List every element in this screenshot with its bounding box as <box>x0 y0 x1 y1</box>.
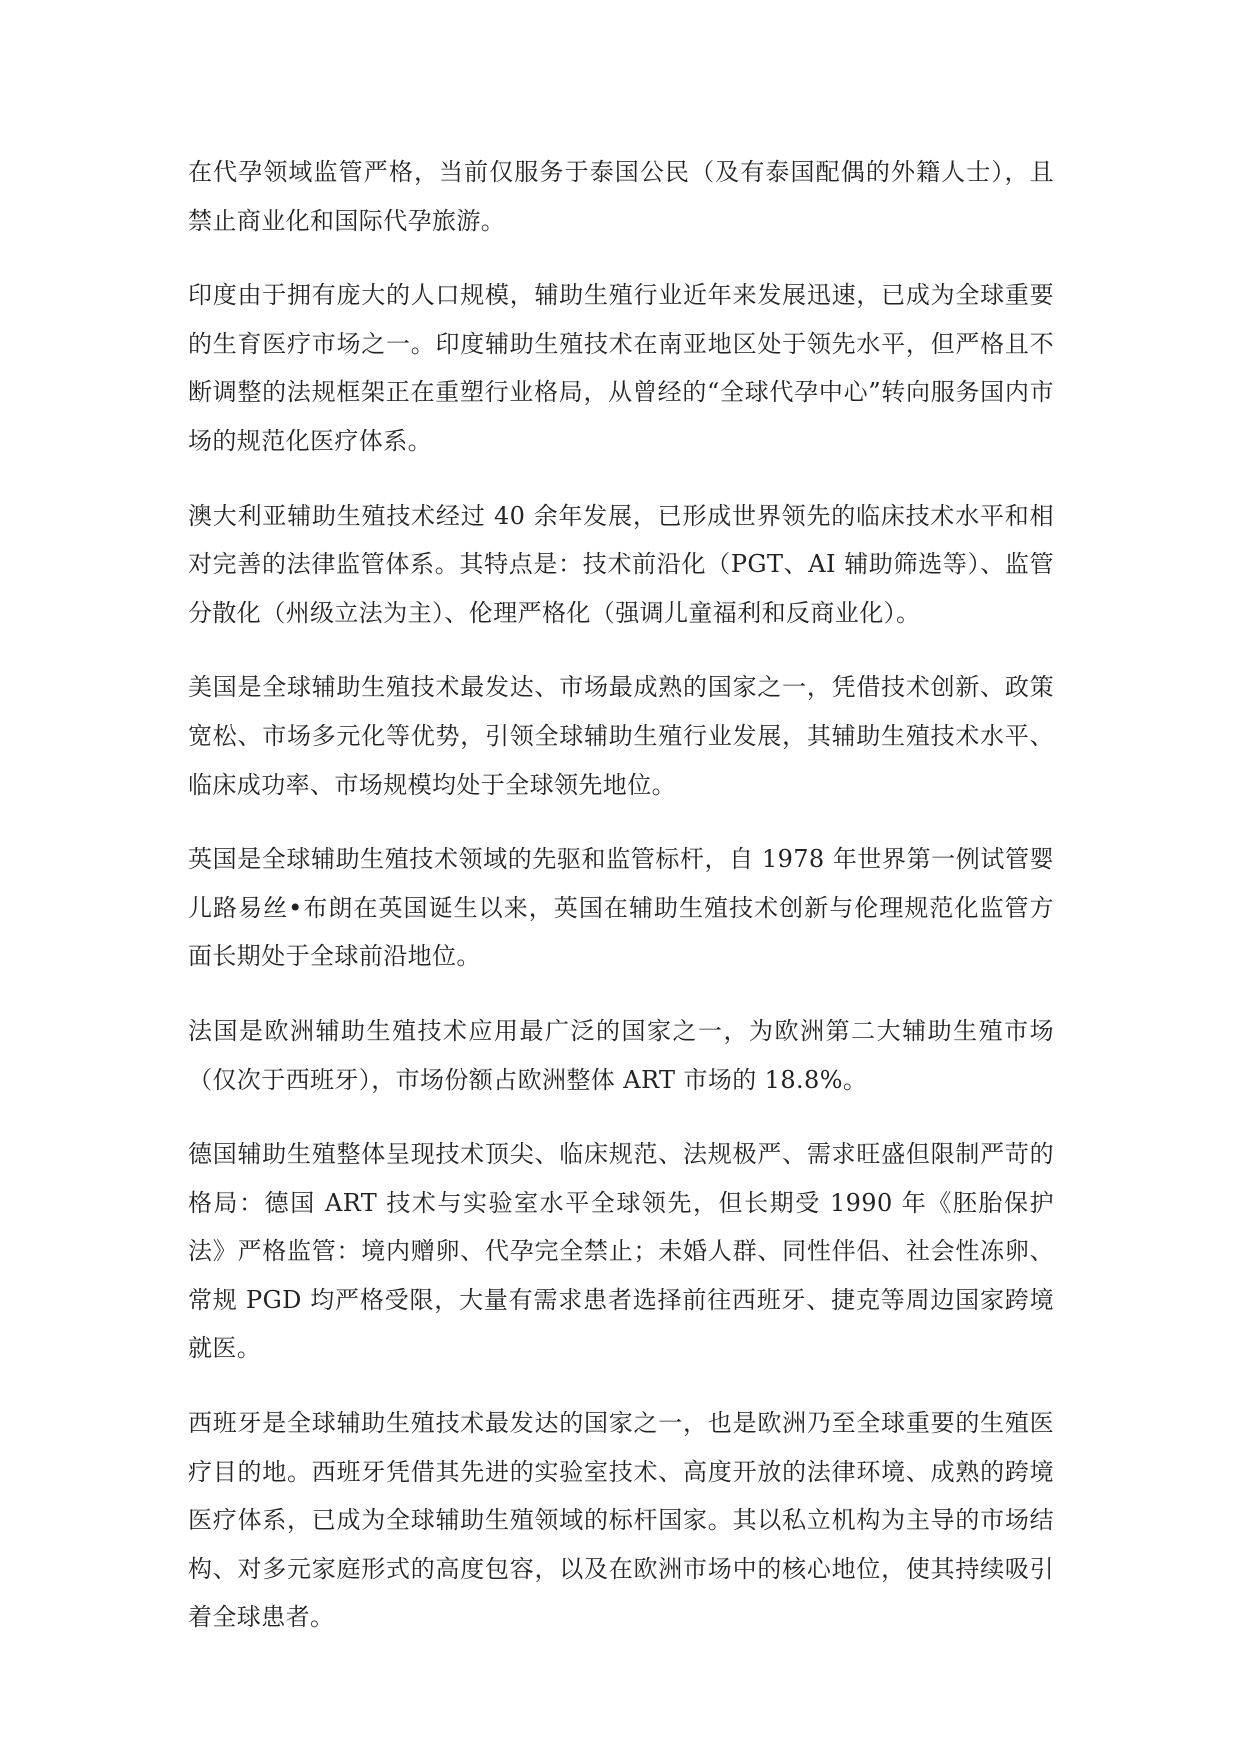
paragraph-germany: 德国辅助生殖整体呈现技术顶尖、临床规范、法规极严、需求旺盛但限制严苛的格局：德国 ART 技术与实验室水平全球领先，但长期受 1990 年《胚胎保护法》严格监管：境内赠卵、代孕完全禁止；未婚人群、同性伴侣、社会性冻卵、常规 PGD 均严格受限，大量有需求患者选择前往西班牙、捷克等周边国家跨境就医。 <box>188 1140 1054 1363</box>
document-body <box>188 148 1054 1668</box>
paragraph-spain: 西班牙是全球辅助生殖技术最发达的国家之一，也是欧洲乃至全球重要的生殖医疗目的地。西班牙凭借其先进的实验室技术、高度开放的法律环境、成熟的跨境医疗体系，已成为全球辅助生殖领域的标杆国家。其以私立机构为主导的市场结构、对多元家庭形式的高度包容，以及在欧洲市场中的核心地位，使其持续吸引着全球患者。 <box>188 1409 1054 1632</box>
paragraph-thailand-surrogacy: 在代孕领域监管严格，当前仅服务于泰国公民（及有泰国配偶的外籍人士），且禁止商业化和国际代孕旅游。 <box>188 158 1054 235</box>
paragraph-india: 印度由于拥有庞大的人口规模，辅助生殖行业近年来发展迅速，已成为全球重要的生育医疗市场之一。印度辅助生殖技术在南亚地区处于领先水平，但严格且不断调整的法规框架正在重塑行业格局，从曾经的“全球代孕中心”转向服务国内市场的规范化医疗体系。 <box>188 281 1054 455</box>
paragraph-australia: 澳大利亚辅助生殖技术经过 40 余年发展，已形成世界领先的临床技术水平和相对完善的法律监管体系。其特点是：技术前沿化（PGT、AI 辅助筛选等）、监管分散化（州级立法为主）、伦理严格化（强调儿童福利和反商业化）。 <box>188 501 1054 627</box>
paragraph-france: 法国是欧洲辅助生殖技术应用最广泛的国家之一，为欧洲第二大辅助生殖市场（仅次于西班牙），市场份额占欧洲整体 ART 市场的 18.8%。 <box>188 1016 1054 1094</box>
paragraph-usa: 美国是全球辅助生殖技术最发达、市场最成熟的国家之一，凭借技术创新、政策宽松、市场多元化等优势，引领全球辅助生殖行业发展，其辅助生殖技术水平、临床成功率、市场规模均处于全球领先地位。 <box>188 673 1054 799</box>
paragraph-uk: 英国是全球辅助生殖技术领域的先驱和监管标杆，自 1978 年世界第一例试管婴儿路易丝•布朗在英国诞生以来，英国在辅助生殖技术创新与伦理规范化监管方面长期处于全球前沿地位。 <box>188 845 1054 971</box>
